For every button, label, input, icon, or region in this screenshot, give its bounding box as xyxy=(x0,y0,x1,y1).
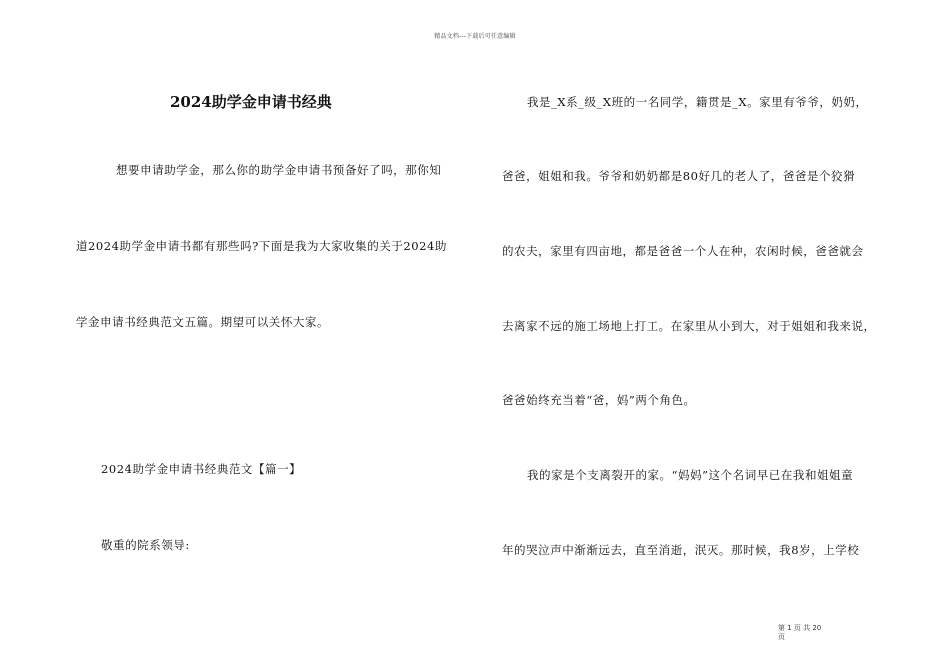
page-number xyxy=(778,624,838,642)
section-heading: 2024助学金申请书经典范文【篇一】 xyxy=(101,462,302,476)
paragraph-line: 爸爸，姐姐和我。爷爷和奶奶都是80好几的老人了，爸爸是个狡猾 xyxy=(502,169,856,183)
page-header: 精品文档---下载后可任意编辑 xyxy=(434,33,516,40)
paragraph-line: 学金申请书经典范文五篇。期望可以关怀大家。 xyxy=(76,315,330,329)
paragraph-line: 去离家不远的施工场地上打工。在家里从小到大，对于姐姐和我来说， xyxy=(502,319,876,333)
document-title: 2024助学金申请书经典 xyxy=(170,93,332,111)
paragraph-line: 想要申请助学金，那么你的助学金申请书预备好了吗，那你知 xyxy=(116,163,442,177)
paragraph-line: 我是_X系_级_X班的一名同学，籍贯是_X。家里有爷爷，奶奶， xyxy=(527,95,868,109)
paragraph-line: 我的家是个支离裂开的家。“妈妈”这个名词早已在我和姐姐童 xyxy=(527,468,854,482)
paragraph-line: 道2024助学金申请书都有那些吗?下面是我为大家收集的关于2024助 xyxy=(76,239,447,253)
page-number-text: 第 1 页 共 20 xyxy=(778,624,822,632)
paragraph-line: 的农夫，家里有四亩地，都是爸爸一个人在种，农闲时候，爸爸就会 xyxy=(502,244,864,258)
salutation: 敬重的院系领导: xyxy=(101,538,190,552)
paragraph-line: 爸爸始终充当着“爸，妈”两个角色。 xyxy=(502,393,696,407)
page-number-suffix: 页 xyxy=(778,633,785,641)
paragraph-line: 年的哭泣声中渐渐远去，直至消逝，泯灭。那时候，我8岁，上学校 xyxy=(502,543,860,557)
